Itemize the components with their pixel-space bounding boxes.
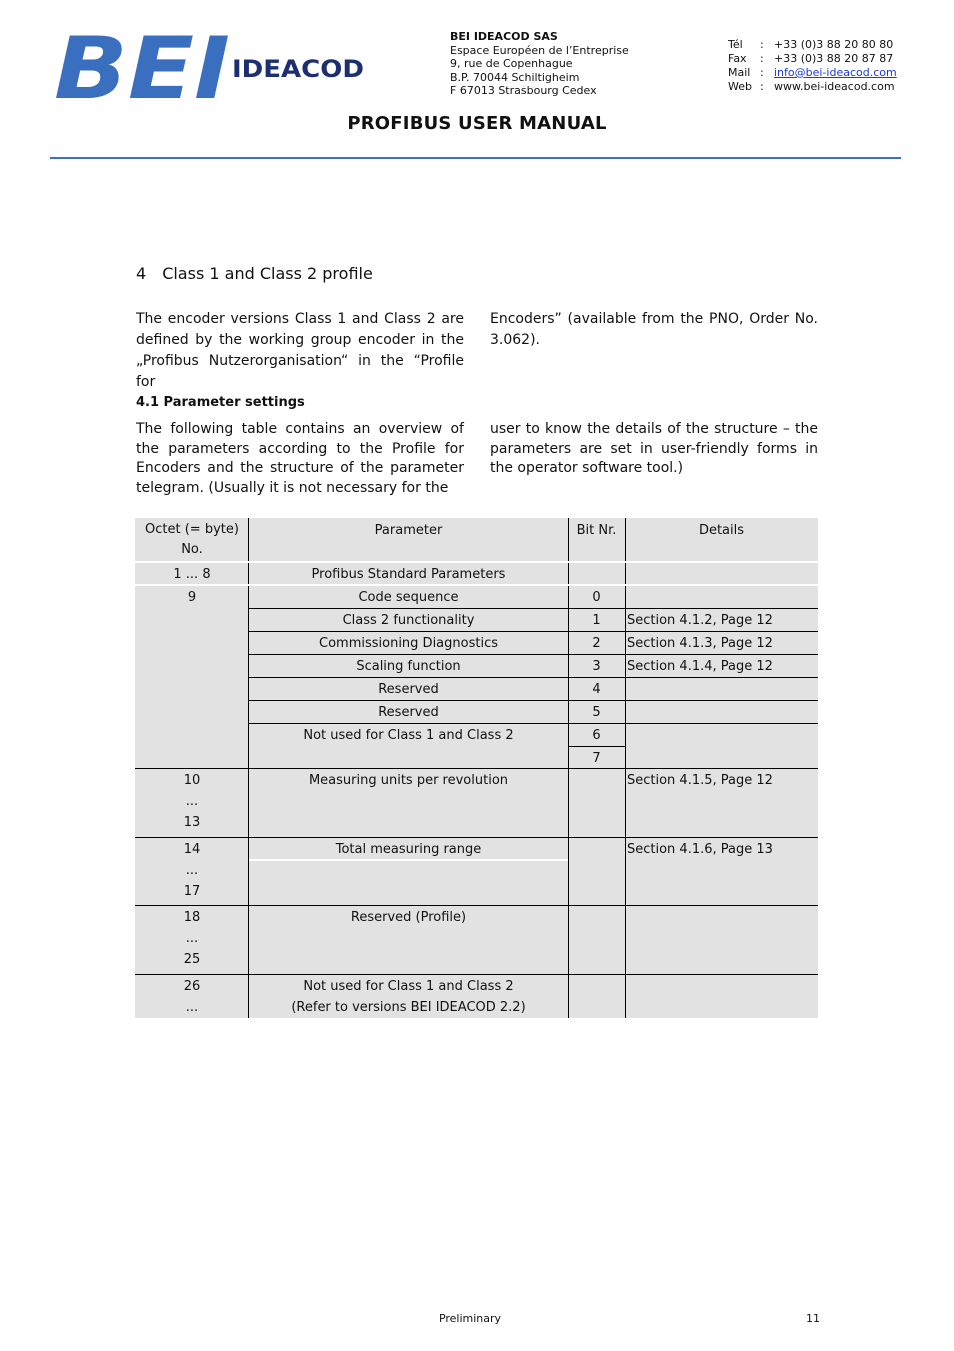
table-cell-parameter: Scaling function bbox=[249, 654, 568, 677]
header-details: Details bbox=[625, 518, 818, 562]
header-divider bbox=[50, 157, 901, 159]
subsection-heading: 4.1 Parameter settings bbox=[136, 395, 305, 410]
table-cell-bit: 3 bbox=[568, 654, 625, 677]
table-cell-parameter: Code sequence bbox=[249, 585, 568, 608]
table-grid-line bbox=[249, 723, 818, 724]
table-cell-details bbox=[625, 677, 818, 700]
table-cell-details bbox=[625, 585, 818, 608]
table-cell-bit bbox=[568, 562, 625, 585]
table-cell-parameter: Profibus Standard Parameters bbox=[249, 562, 568, 585]
table-row-separator bbox=[249, 859, 568, 861]
table-grid-line bbox=[568, 746, 625, 747]
table-cell-details bbox=[625, 723, 818, 768]
octet-ellipsis: ... bbox=[185, 794, 199, 809]
table-grid-line bbox=[135, 905, 818, 906]
intro-paragraph-col2: Encoders” (available from the PNO, Order No. 3.062). bbox=[490, 311, 818, 348]
section-number: 4 bbox=[136, 264, 147, 283]
octet-end: 25 bbox=[183, 952, 201, 967]
parameter-table bbox=[135, 518, 818, 1018]
page-number: 11 bbox=[806, 1312, 820, 1325]
contact-mail bbox=[728, 66, 897, 80]
contact-tel bbox=[728, 38, 897, 52]
table-cell-bit: 7 bbox=[568, 746, 625, 768]
param-line-1: Not used for Class 1 and Class 2 bbox=[303, 979, 514, 994]
table-cell-details: Section 4.1.3, Page 12 bbox=[625, 631, 818, 654]
table-cell-details: Section 4.1.4, Page 12 bbox=[625, 654, 818, 677]
table-cell-octet bbox=[135, 768, 249, 837]
header-bit: Bit Nr. bbox=[568, 518, 625, 562]
octet-start: 14 bbox=[183, 842, 201, 857]
mail-label: Mail bbox=[728, 66, 751, 79]
table-cell-details bbox=[625, 905, 818, 974]
company-name: BEI IDEACOD SAS bbox=[450, 30, 558, 43]
separator: : bbox=[760, 66, 764, 79]
octet-end: 17 bbox=[183, 884, 201, 899]
header-parameter: Parameter bbox=[249, 518, 568, 562]
table-cell-parameter: Commissioning Diagnostics bbox=[249, 631, 568, 654]
octet-ellipsis: ... bbox=[185, 931, 199, 946]
table-grid-line bbox=[135, 768, 818, 769]
intro-paragraph-col1: The encoder versions Class 1 and Class 2 are defined by the working group encoder in the „Profibus Nutzerorganisation“ in the “Profile for bbox=[136, 311, 464, 390]
table-cell-bit: 1 bbox=[568, 608, 625, 631]
header-octet-line1: Octet (= byte) bbox=[145, 522, 239, 537]
table-cell-bit: 4 bbox=[568, 677, 625, 700]
table-cell-bit: 6 bbox=[568, 723, 625, 746]
table-cell-parameter: Reserved bbox=[249, 677, 568, 700]
table-grid-line bbox=[135, 837, 818, 838]
table-row-separator bbox=[135, 561, 818, 563]
fax-value: +33 (0)3 88 20 87 87 bbox=[774, 52, 894, 65]
table-cell-bit: 0 bbox=[568, 585, 625, 608]
header-octet-line2: No. bbox=[181, 542, 203, 557]
table-cell-parameter bbox=[249, 974, 568, 1018]
table-grid-line bbox=[249, 654, 818, 655]
contact-block bbox=[728, 38, 897, 94]
separator: : bbox=[760, 80, 764, 93]
mail-link[interactable]: info@bei-ideacod.com bbox=[774, 66, 897, 79]
table-cell-bit bbox=[568, 974, 625, 1018]
table-cell-octet bbox=[135, 974, 249, 1018]
table-cell-parameter: Total measuring range bbox=[249, 837, 568, 905]
table-cell-parameter: Not used for Class 1 and Class 2 bbox=[249, 723, 568, 768]
tel-label: Tél bbox=[728, 38, 743, 51]
table-cell-details bbox=[625, 700, 818, 723]
table-grid-line bbox=[249, 631, 818, 632]
table-cell-details bbox=[625, 562, 818, 585]
separator: : bbox=[760, 38, 764, 51]
web-label: Web bbox=[728, 80, 752, 93]
table-cell-parameter: Reserved bbox=[249, 700, 568, 723]
table-cell-details bbox=[625, 974, 818, 1018]
contact-fax bbox=[728, 52, 897, 66]
company-address bbox=[450, 30, 629, 98]
param-line-2: (Refer to versions BEI IDEACOD 2.2) bbox=[291, 1000, 526, 1015]
table-cell-details: Section 4.1.5, Page 12 bbox=[625, 768, 818, 837]
table-cell-octet: 9 bbox=[135, 585, 249, 768]
section-heading bbox=[136, 264, 373, 283]
parameter-paragraph-col2: user to know the details of the structure – the parameters are set in user-friendly forms in the operator software tool.) bbox=[490, 421, 818, 476]
table-grid-line bbox=[249, 677, 818, 678]
table-cell-details: Section 4.1.2, Page 12 bbox=[625, 608, 818, 631]
table-cell-parameter: Class 2 functionality bbox=[249, 608, 568, 631]
table-cell-parameter: Reserved (Profile) bbox=[249, 905, 568, 974]
footer-status: Preliminary bbox=[438, 1312, 502, 1325]
table-cell-octet: 1 ... 8 bbox=[135, 562, 249, 585]
address-line-4: F 67013 Strasbourg Cedex bbox=[450, 84, 597, 98]
table-cell-details: Section 4.1.6, Page 13 bbox=[625, 837, 818, 905]
table-cell-bit: 5 bbox=[568, 700, 625, 723]
table-grid-line bbox=[249, 700, 818, 701]
header-octet bbox=[135, 518, 249, 562]
table-cell-octet bbox=[135, 837, 249, 905]
manual-title: PROFIBUS USER MANUAL bbox=[347, 113, 607, 134]
address-line-2: 9, rue de Copenhague bbox=[450, 57, 573, 71]
fax-label: Fax bbox=[728, 52, 747, 65]
octet-start: 10 bbox=[183, 773, 201, 788]
section-title: Class 1 and Class 2 profile bbox=[162, 264, 373, 283]
octet-ellipsis: ... bbox=[185, 863, 199, 878]
address-line-3: B.P. 70044 Schiltigheim bbox=[450, 70, 580, 84]
table-cell-bit bbox=[568, 768, 625, 837]
table-cell-octet bbox=[135, 905, 249, 974]
logo-bei-text: BEI bbox=[54, 28, 230, 104]
table-row-separator bbox=[135, 584, 818, 586]
octet-start: 18 bbox=[183, 910, 201, 925]
web-value: www.bei-ideacod.com bbox=[774, 80, 895, 93]
table-cell-bit bbox=[568, 837, 625, 905]
octet-end: 13 bbox=[183, 815, 201, 830]
table-cell-parameter: Measuring units per revolution bbox=[249, 768, 568, 837]
parameter-paragraph-col1: The following table contains an overview of the parameters according to the Profile for Encoders and the structure of the parameter telegram. (Usually it is not necessary for the bbox=[136, 421, 464, 496]
table-cell-bit: 2 bbox=[568, 631, 625, 654]
table-grid-line bbox=[135, 974, 818, 975]
table-grid-line bbox=[249, 608, 818, 609]
address-line-1: Espace Européen de l’Entreprise bbox=[450, 43, 629, 57]
table-cell-bit bbox=[568, 905, 625, 974]
tel-value: +33 (0)3 88 20 80 80 bbox=[774, 38, 894, 51]
octet-ellipsis: ... bbox=[185, 1000, 199, 1015]
logo-ideacod-text: IDEACOD bbox=[232, 55, 364, 83]
separator: : bbox=[760, 52, 764, 65]
octet-start: 26 bbox=[183, 979, 201, 994]
contact-web bbox=[728, 80, 897, 94]
company-logo bbox=[50, 28, 370, 104]
